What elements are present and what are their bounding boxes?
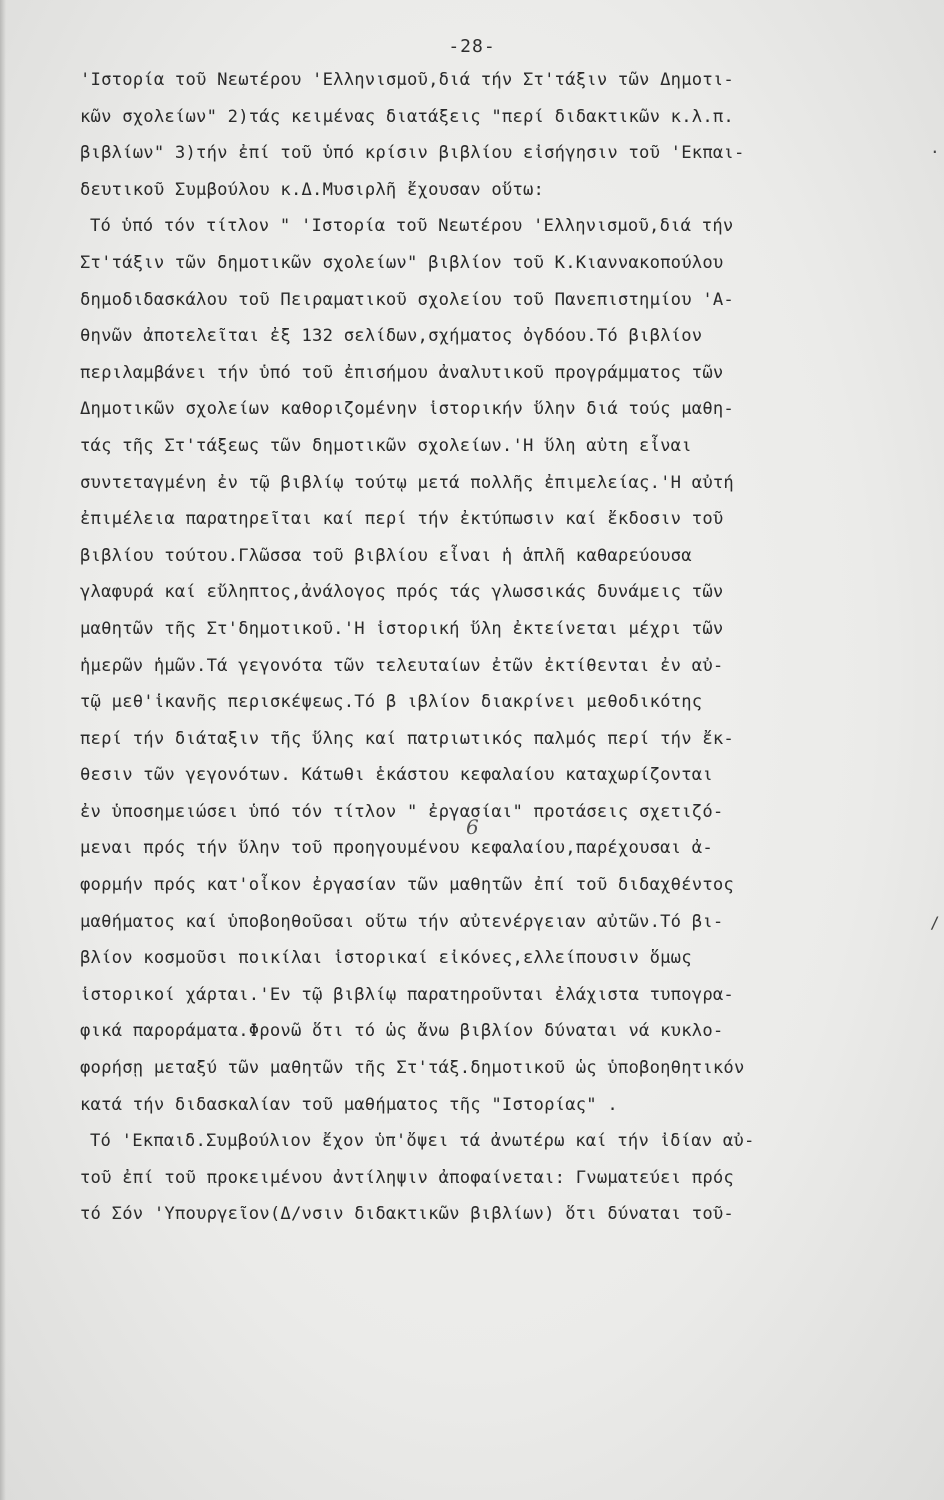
text-line: φορμήν πρός κατ'οἶκον ἐργασίαν τῶν μαθητῶν ἐπί τοῦ διδαχθέντος [80, 875, 734, 896]
text-line: μαθητῶν τῆς Στ'δημοτικοῦ.'Η ἱστορική ὕλη ἐκτείνεται μέχρι τῶν [80, 618, 724, 639]
page-edge-shadow [0, 0, 6, 1500]
text-line: τό Σόν 'Υπουργεῖον(Δ/νσιν διδακτικῶν βιβλίων) ὅτι δύναται τοῦ- [80, 1204, 734, 1225]
text-line: δημοδιδασκάλου τοῦ Πειραματικοῦ σχολείου τοῦ Πανεπιστημίου 'Α- [80, 289, 734, 310]
text-line: φικά παροράματα.Φρονῶ ὅτι τό ὡς ἄνω βιβλίον δύναται νά κυκλο- [80, 1021, 724, 1042]
margin-tick-mark: . [930, 138, 940, 157]
text-line: θεσιν τῶν γεγονότων. Κάτωθι ἑκάστου κεφαλαίου καταχωρίζονται [80, 765, 713, 786]
handwritten-mark: 6 [466, 815, 479, 839]
text-line: Δημοτικῶν σχολείων καθοριζομένην ἱστορικήν ὕλην διά τούς μαθη- [80, 399, 734, 420]
text-line: μαθήματος καί ὑποβοηθοῦσαι οὕτω τήν αὐτενέργειαν αὐτῶν.Τό βι- [80, 911, 724, 932]
text-line: μεναι πρός τήν ὕλην τοῦ προηγουμένου κεφαλαίου,παρέχουσαι ἀ- [80, 838, 713, 859]
text-line: βιβλίων" 3)τήν ἐπί τοῦ ὑπό κρίσιν βιβλίου εἰσήγησιν τοῦ 'Εκπαι- [80, 143, 745, 164]
text-line: γλαφυρά καί εὔληπτος,ἀνάλογος πρός τάς γλωσσικάς δυνάμεις τῶν [80, 582, 724, 603]
text-line: θηνῶν ἀποτελεῖται ἐξ 132 σελίδων,σχήματος ὀγδόου.Τό βιβλίον [80, 326, 703, 347]
typewritten-body [80, 62, 926, 1233]
text-line: Τό ὑπό τόν τίτλον " 'Ιστορία τοῦ Νεωτέρου 'Ελληνισμοῦ,διά τήν [90, 216, 734, 237]
text-line: τοῦ ἐπί τοῦ προκειμένου ἀντίληψιν ἀποφαίνεται: Γνωματεύει πρός [80, 1167, 734, 1188]
text-line: κῶν σχολείων" 2)τάς κειμένας διατάξεις "περί διδακτικῶν κ.λ.π. [80, 106, 734, 127]
text-line: 'Ιστορία τοῦ Νεωτέρου 'Ελληνισμοῦ,διά τήν Στ'τάξιν τῶν Δημοτι- [80, 70, 734, 90]
text-line: περί τήν διάταξιν τῆς ὕλης καί πατριωτικός παλμός περί τήν ἔκ- [80, 728, 734, 749]
text-line: Τό 'Εκπαιδ.Συμβούλιον ἔχον ὑπ'ὄψει τά ἀνωτέρω καί τήν ἰδίαν αὐ- [90, 1131, 755, 1152]
margin-slash-mark: / [930, 913, 940, 932]
text-line: βιβλίου τούτου.Γλῶσσα τοῦ βιβλίου εἶναι ἡ ἁπλῆ καθαρεύουσα [80, 545, 692, 566]
text-line: τάς τῆς Στ'τάξεως τῶν δημοτικῶν σχολείων.'Η ὕλη αὐτη εἶναι [80, 435, 692, 456]
text-line: δευτικοῦ Συμβούλου κ.Δ.Μυσιρλῆ ἔχουσαν οὕτω: [80, 179, 545, 200]
text-line: φορήσῃ μεταξύ τῶν μαθητῶν τῆς Στ'τάξ.δημοτικοῦ ὡς ὑποβοηθητικόν [80, 1058, 745, 1079]
text-line: περιλαμβάνει τήν ὑπό τοῦ ἐπισήμου ἀναλυτικοῦ προγράμματος τῶν [80, 362, 724, 383]
text-line: Στ'τάξιν τῶν δημοτικῶν σχολείων" βιβλίον τοῦ Κ.Κιαννακοπούλου [80, 252, 724, 273]
text-line: ἱστορικοί χάρται.'Εν τῷ βιβλίῳ παρατηροῦνται ἐλάχιστα τυπογρα- [80, 984, 734, 1005]
text-line: συντεταγμένη ἐν τῷ βιβλίῳ τούτῳ μετά πολλῆς ἐπιμελείας.'Η αὐτή [80, 472, 734, 493]
page-number: -28- [448, 36, 496, 57]
text-line: ἐν ὑποσημειώσει ὑπό τόν τίτλον " ἐργασίαι" προτάσεις σχετιζό- [80, 801, 724, 822]
text-line: βλίον κοσμοῦσι ποικίλαι ἱστορικαί εἰκόνες,ελλείπουσιν ὅμως [80, 948, 692, 969]
text-line: τῷ μεθ'ἱκανῆς περισκέψεως.Τό β ιβλίον διακρίνει μεθοδικότης [80, 692, 703, 713]
text-line: ἐπιμέλεια παρατηρεῖται καί περί τήν ἐκτύπωσιν καί ἔκδοσιν τοῦ [80, 509, 724, 530]
text-line: κατά τήν διδασκαλίαν τοῦ μαθήματος τῆς "Ιστορίας" . [80, 1094, 618, 1115]
text-line: ἡμερῶν ἡμῶν.Τά γεγονότα τῶν τελευταίων ἐτῶν ἐκτίθενται ἐν αὐ- [80, 655, 724, 676]
